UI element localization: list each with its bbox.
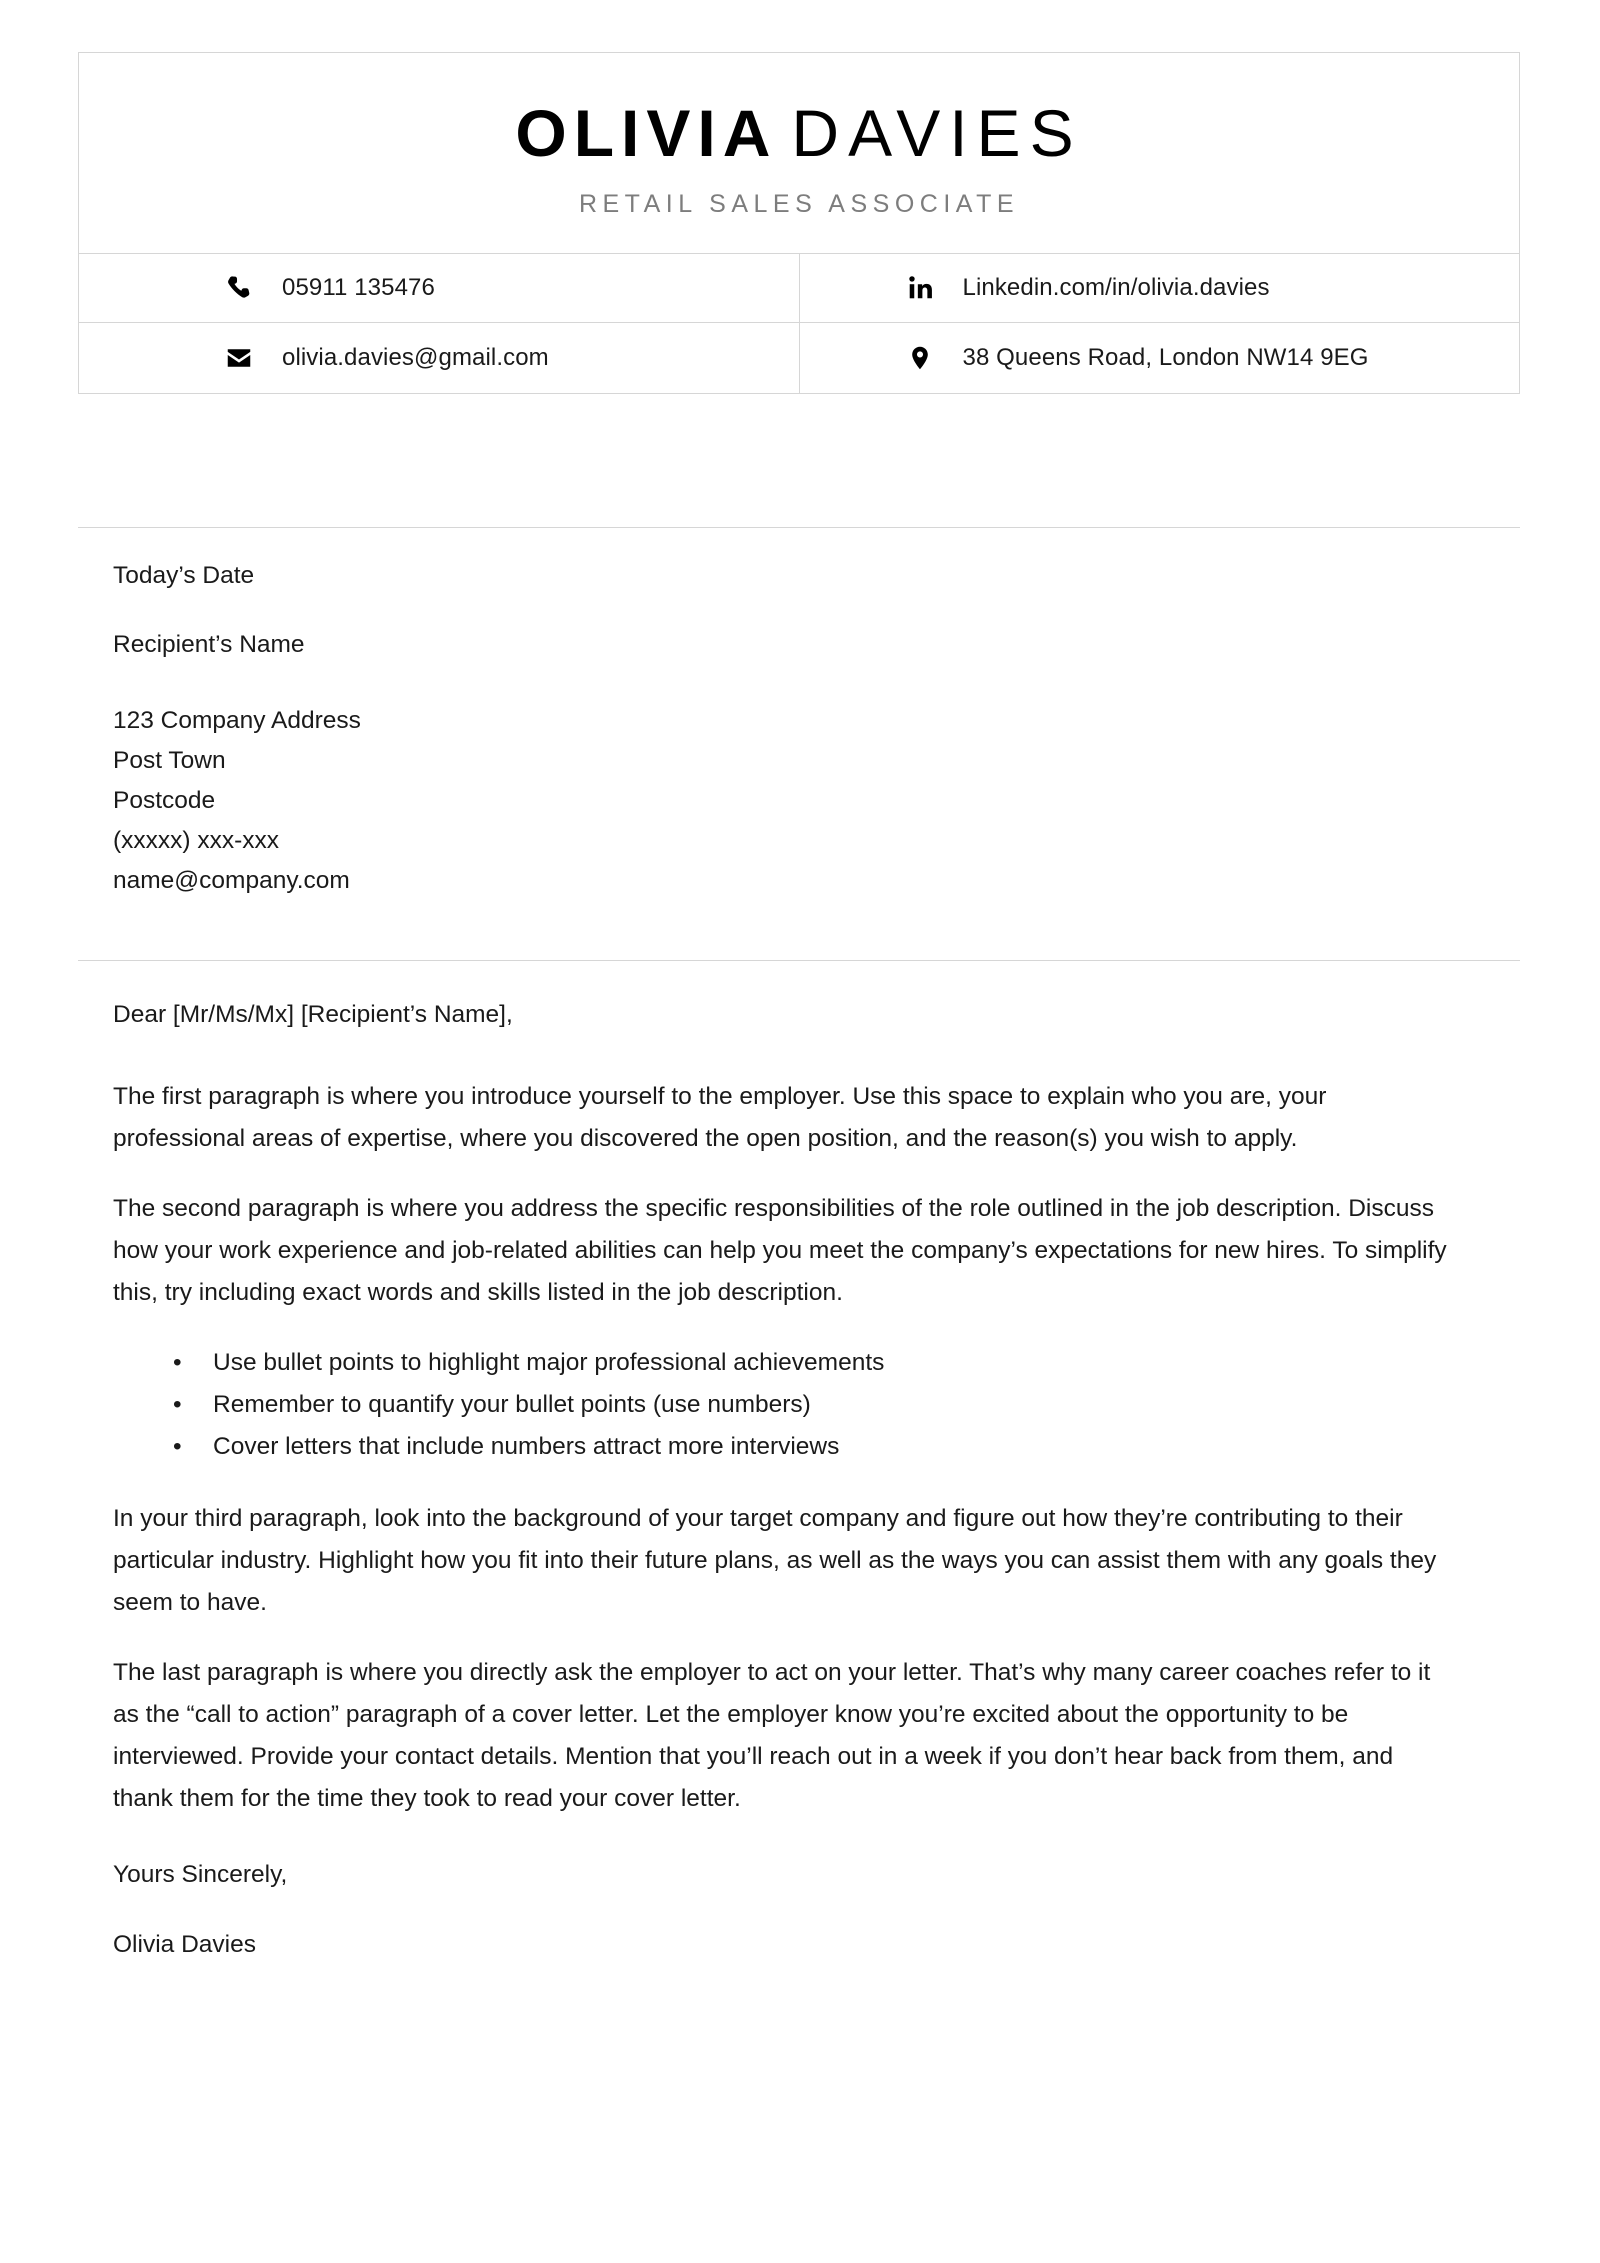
list-item [173,1342,1453,1384]
first-name: OLIVIA [515,96,778,170]
contact-grid [79,253,1519,393]
linkedin-icon [903,275,937,301]
contact-value-email: olivia.davies@gmail.com [282,344,549,372]
list-item [173,1384,1453,1426]
recipient-address-line: Post Town [113,746,226,774]
signature-name: Olivia Davies [113,1931,256,1959]
contact-cell-address[interactable] [799,322,1519,393]
map-pin-icon [903,343,937,373]
contact-value-phone: 05911 135476 [282,274,435,302]
page-title [99,96,1499,170]
recipient-address-line: 123 Company Address [113,706,361,734]
contact-cell-email[interactable] [79,322,799,393]
list-item-label: Cover letters that include numbers attract more interviews [213,1433,840,1461]
salutation: Dear [Mr/Ms/Mx] [Recipient’s Name], [113,1001,513,1028]
job-title: RETAIL SALES ASSOCIATE [578,190,1020,219]
contact-value-address: 38 Queens Road, London NW14 9EG [962,344,1369,372]
divider-above-recipient [78,527,1520,528]
bullet-marker-icon: • [173,1433,182,1461]
bullet-list [113,1342,1453,1468]
body-paragraph-2: The second paragraph is where you address the specific responsibilities of the role outlined in the job description. Discuss how your work experience and job-related abilities can help you meet the company’s expectations for new hires. To simplify this, try including exact words and skills listed in the job description. [113,1195,1447,1307]
contact-cell-phone[interactable] [79,254,799,322]
recipient-name: Recipient’s Name [113,630,305,658]
letter-date: Today’s Date [113,562,255,589]
envelope-icon [222,343,256,373]
contact-cell-linkedin[interactable] [799,254,1519,322]
phone-icon [222,274,256,302]
recipient-address-line: Postcode [113,786,216,814]
name-block [79,53,1519,253]
list-item-label: Use bullet points to highlight major professional achievements [213,1349,885,1377]
last-name: DAVIES [791,96,1083,170]
list-item [173,1426,1453,1468]
body-paragraph-1: The first paragraph is where you introduce yourself to the employer. Use this space to explain who you are, your professional areas of expertise, where you discovered the open position, and the reason(s) you wish to apply. [113,1083,1327,1153]
list-item-label: Remember to quantify your bullet points (use numbers) [213,1391,811,1419]
divider-below-recipient [78,960,1520,961]
recipient-address [113,701,1313,901]
letter-body [113,1000,1453,1966]
recipient-block [113,563,1313,901]
bullet-marker-icon: • [173,1349,182,1377]
closing-line: Yours Sincerely, [113,1861,288,1889]
contact-value-linkedin: Linkedin.com/in/olivia.davies [962,274,1270,302]
body-paragraph-4: The last paragraph is where you directly ask the employer to act on your letter. That’s why many career coaches refer to it as the “call to action” paragraph of a cover letter. Let the employer know you’re excited about the opportunity to be interviewed. Provide your contact details. Mention that you’ll reach out in a week if you don’t hear back from them, and thank them for the time they took to read your cover letter. [113,1659,1431,1813]
bullet-marker-icon: • [173,1391,182,1419]
recipient-address-line: name@company.com [113,866,350,894]
body-paragraph-3: In your third paragraph, look into the background of your target company and figure out how they’re contributing to their particular industry. Highlight how you fit into their future plans, as well as the ways you can assist them with any goals they seem to have. [113,1505,1437,1617]
recipient-address-line: (xxxxx) xxx-xxx [113,826,280,854]
letterhead-card [78,52,1520,394]
